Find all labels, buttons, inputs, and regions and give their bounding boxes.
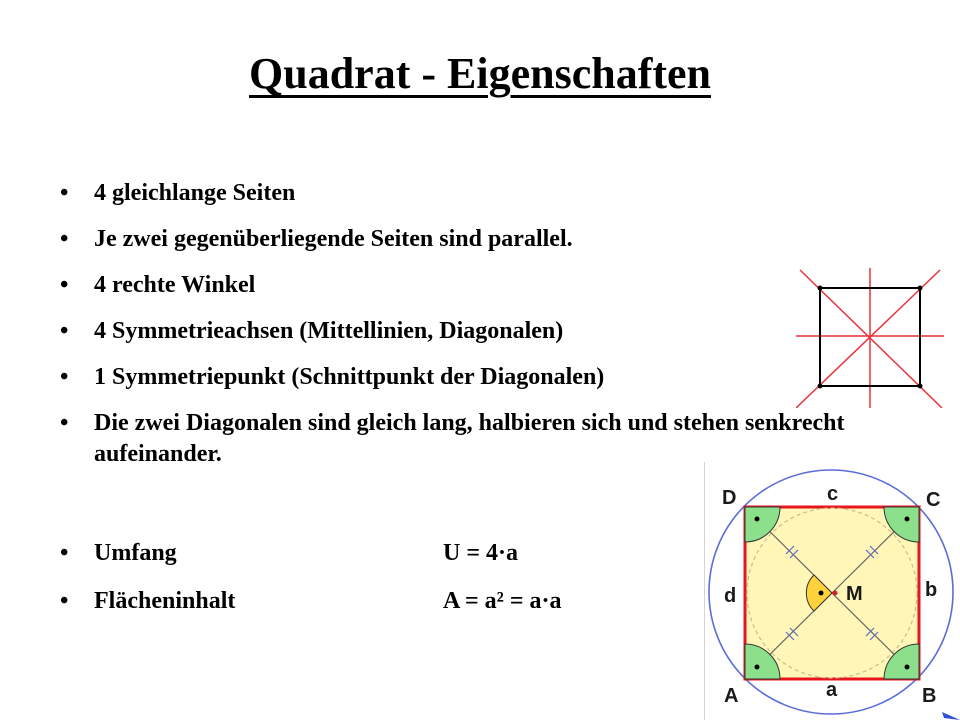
formula-list xyxy=(60,538,660,634)
formula-name: Flächeninhalt xyxy=(94,588,236,614)
bullet-icon: • xyxy=(60,272,69,298)
page-title: Quadrat - Eigenschaften xyxy=(249,49,711,98)
property-text: 4 Symmetrieachsen (Mittellinien, Diagonalen) xyxy=(94,318,564,344)
formula-item xyxy=(60,586,660,617)
bullet-icon: • xyxy=(60,226,69,252)
formula-item xyxy=(60,538,660,569)
formula-name: Umfang xyxy=(94,540,177,566)
list-item xyxy=(60,270,880,301)
list-item xyxy=(60,224,880,255)
formula-expression: A = a² = a·a xyxy=(443,588,562,614)
side-label-d: d xyxy=(724,585,737,607)
list-item xyxy=(60,178,880,209)
bullet-icon: • xyxy=(60,410,69,436)
vertex-label-b: B xyxy=(922,685,937,707)
side-label-b: b xyxy=(925,579,938,601)
square-geometry-figure xyxy=(704,462,960,720)
center-label-m: M xyxy=(846,583,863,605)
property-text: Die zwei Diagonalen sind gleich lang, halbieren sich und stehen senkrecht aufeinander. xyxy=(94,410,845,467)
bullet-icon: • xyxy=(60,318,69,344)
property-text: 4 gleichlange Seiten xyxy=(94,180,296,206)
bullet-icon: • xyxy=(60,588,69,614)
list-item xyxy=(60,316,880,347)
corner-arrow-icon xyxy=(942,712,960,720)
vertex-label-c: C xyxy=(926,489,941,511)
property-text: 1 Symmetriepunkt (Schnittpunkt der Diagonalen) xyxy=(94,364,605,390)
side-label-c: c xyxy=(827,483,839,505)
property-text: 4 rechte Winkel xyxy=(94,272,256,298)
bullet-icon: • xyxy=(60,540,69,566)
formula-expression: U = 4·a xyxy=(443,540,519,566)
list-item xyxy=(60,362,880,393)
property-text: Je zwei gegenüberliegende Seiten sind parallel. xyxy=(94,226,573,252)
symmetry-axes-figure xyxy=(796,268,944,408)
list-item xyxy=(60,408,880,470)
bullet-icon: • xyxy=(60,180,69,206)
property-list xyxy=(60,178,880,485)
vertex-label-a: A xyxy=(724,685,739,707)
bullet-icon: • xyxy=(60,364,69,390)
side-label-a: a xyxy=(826,679,838,701)
vertex-label-d: D xyxy=(722,487,737,509)
